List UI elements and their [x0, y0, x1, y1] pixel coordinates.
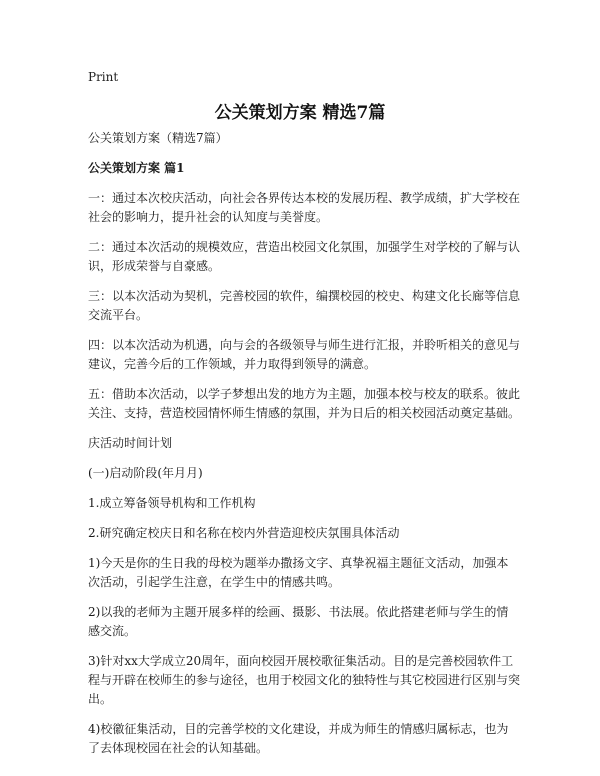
paragraph: 三：以本次活动为契机，完善校园的软件，编撰校园的校史、构建文化长廊等信息交流平台。: [88, 289, 521, 322]
paragraph: 2.研究确定校庆日和名称在校内外营造迎校庆氛围具体活动: [88, 526, 400, 540]
document-body: [88, 129, 520, 769]
document-title: 公关策划方案 精选7篇: [214, 103, 386, 123]
paragraph: 1.成立筹备领导机构和工作机构: [88, 496, 256, 510]
paragraph: 4)校徽征集活动，目的完善学校的文化建设，并成为师生的情感归属标志，也为了去体现校园在社会的认知基础。: [88, 722, 509, 755]
paragraph: 四：以本次活动为机遇，向与会的各级领导与师生进行汇报，并聆听相关的意见与建议，完善今后的工作领域，并力取得到领导的满意。: [88, 338, 521, 371]
paragraph: 公关策划方案（精选7篇）: [88, 131, 228, 145]
paragraph: 一：通过本次校庆活动，向社会各界传达本校的发展历程、教学成绩，扩大学校在社会的影响力，提升社会的认知度与美誉度。: [88, 191, 521, 224]
paragraph: 1)今天是你的生日我的母校为题举办撒扬文字、真挚祝福主题征文活动，加强本次活动，引起学生注意，在学生中的情感共鸣。: [88, 556, 509, 589]
section-heading: 公关策划方案 篇1: [88, 161, 185, 175]
paragraph: 3)针对xx大学成立20周年，面向校园开展校歌征集活动。目的是完善校园软件工程与开辟在校师生的参与途径，也用于校园文化的独特性与其它校园进行区别与突出。: [88, 654, 521, 706]
paragraph: 2)以我的老师为主题开展多样的绘画、摄影、书法展。依此搭建老师与学生的情感交流。: [88, 605, 509, 638]
paragraph: 五：借助本次活动，以学子梦想出发的地方为主题，加强本校与校友的联系。彼此关注、支持，营造校园情怀师生情感的氛围，并为日后的相关校园活动奠定基础。: [88, 387, 521, 420]
print-label: Print: [88, 70, 119, 84]
paragraph: 庆活动时间计划: [88, 436, 173, 450]
paragraph: (一)启动阶段(年月月): [88, 466, 203, 480]
paragraph: 二：通过本次活动的规模效应，营造出校园文化氛围，加强学生对学校的了解与认识，形成荣誉与自豪感。: [88, 240, 521, 273]
